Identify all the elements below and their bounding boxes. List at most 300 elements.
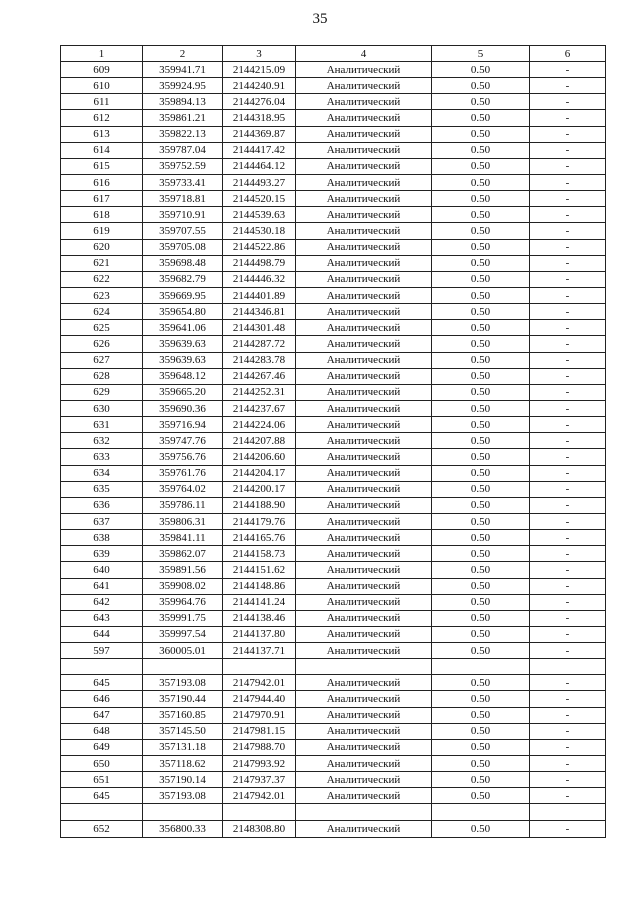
table-cell: 0.50 <box>432 433 530 449</box>
table-cell: 2144520.15 <box>223 191 296 207</box>
table-row <box>61 691 606 707</box>
table-cell: - <box>530 788 606 804</box>
table-cell: Аналитический <box>296 158 432 174</box>
table-cell: Аналитический <box>296 255 432 271</box>
table-cell: 623 <box>61 287 143 303</box>
table-cell: 2144522.86 <box>223 239 296 255</box>
table-cell: - <box>530 223 606 239</box>
table-cell: 2144283.78 <box>223 352 296 368</box>
table-cell: - <box>530 643 606 659</box>
table-cell: - <box>530 626 606 642</box>
table-cell: 359641.06 <box>143 320 223 336</box>
table-cell: 0.50 <box>432 756 530 772</box>
table-cell-empty <box>432 659 530 675</box>
table-cell: Аналитический <box>296 513 432 529</box>
table-cell: Аналитический <box>296 643 432 659</box>
table-cell: 0.50 <box>432 191 530 207</box>
table-cell: Аналитический <box>296 207 432 223</box>
table-cell: 648 <box>61 723 143 739</box>
table-cell: - <box>530 513 606 529</box>
table-cell: - <box>530 610 606 626</box>
table-cell: 0.50 <box>432 287 530 303</box>
table-row <box>61 78 606 94</box>
table-cell: 357118.62 <box>143 756 223 772</box>
table-row <box>61 417 606 433</box>
table-cell: 0.50 <box>432 94 530 110</box>
table-cell: 2144301.48 <box>223 320 296 336</box>
table-cell: 357131.18 <box>143 739 223 755</box>
table-cell: 638 <box>61 530 143 546</box>
table-cell: 0.50 <box>432 594 530 610</box>
table-cell: 2144206.60 <box>223 449 296 465</box>
table-cell: Аналитический <box>296 691 432 707</box>
table-cell: - <box>530 384 606 400</box>
table-cell: 359705.08 <box>143 239 223 255</box>
table-cell: - <box>530 756 606 772</box>
table-cell: 635 <box>61 481 143 497</box>
table-row <box>61 400 606 416</box>
table-cell: 2144498.79 <box>223 255 296 271</box>
table-row <box>61 255 606 271</box>
table-cell: 650 <box>61 756 143 772</box>
table-cell: 2144158.73 <box>223 546 296 562</box>
column-header: 3 <box>223 46 296 62</box>
table-cell: 2148308.80 <box>223 820 296 837</box>
table-cell: 619 <box>61 223 143 239</box>
table-cell: 611 <box>61 94 143 110</box>
table-cell: 651 <box>61 772 143 788</box>
column-header: 5 <box>432 46 530 62</box>
table-row <box>61 62 606 78</box>
table-cell: Аналитический <box>296 465 432 481</box>
table-cell: - <box>530 158 606 174</box>
table-row <box>61 675 606 691</box>
table-cell: 641 <box>61 578 143 594</box>
table-row <box>61 546 606 562</box>
table-cell: 359787.04 <box>143 142 223 158</box>
table-cell: - <box>530 707 606 723</box>
table-cell: - <box>530 352 606 368</box>
table-cell: 2147981.15 <box>223 723 296 739</box>
table-cell: - <box>530 174 606 190</box>
table-cell: 0.50 <box>432 643 530 659</box>
table-cell: - <box>530 546 606 562</box>
table-cell: 621 <box>61 255 143 271</box>
table-cell: 2144530.18 <box>223 223 296 239</box>
table-cell: - <box>530 336 606 352</box>
table-row <box>61 126 606 142</box>
table-cell: 2144464.12 <box>223 158 296 174</box>
table-row <box>61 820 606 837</box>
table-cell: 359991.75 <box>143 610 223 626</box>
table-cell-empty <box>61 804 143 820</box>
table-cell: 2147942.01 <box>223 788 296 804</box>
table-cell: 0.50 <box>432 513 530 529</box>
table-cell: - <box>530 304 606 320</box>
table-cell: - <box>530 675 606 691</box>
table-row <box>61 578 606 594</box>
table-cell: 2147937.37 <box>223 772 296 788</box>
table-cell: 2144148.86 <box>223 578 296 594</box>
table-cell: 0.50 <box>432 255 530 271</box>
table-cell: - <box>530 417 606 433</box>
table-cell-empty <box>143 804 223 820</box>
table-cell: - <box>530 530 606 546</box>
table-cell: 0.50 <box>432 820 530 837</box>
table-cell: 359862.07 <box>143 546 223 562</box>
table-cell: - <box>530 465 606 481</box>
table-cell: 0.50 <box>432 465 530 481</box>
table-cell: - <box>530 481 606 497</box>
table-cell: 2144224.06 <box>223 417 296 433</box>
table-cell: 2144493.27 <box>223 174 296 190</box>
table-cell: 359861.21 <box>143 110 223 126</box>
table-cell: 0.50 <box>432 271 530 287</box>
table-cell: Аналитический <box>296 546 432 562</box>
table-cell: 357160.85 <box>143 707 223 723</box>
table-cell: Аналитический <box>296 788 432 804</box>
table-cell: 359648.12 <box>143 368 223 384</box>
table-row <box>61 287 606 303</box>
table-cell: 624 <box>61 304 143 320</box>
table-cell: 2144446.32 <box>223 271 296 287</box>
table-cell: 2144417.42 <box>223 142 296 158</box>
table-cell: Аналитический <box>296 223 432 239</box>
table-cell: - <box>530 400 606 416</box>
table-cell: 0.50 <box>432 320 530 336</box>
table-row <box>61 739 606 755</box>
table-cell: 631 <box>61 417 143 433</box>
table-cell-empty <box>223 659 296 675</box>
table-cell: 2144137.80 <box>223 626 296 642</box>
table-cell: 359786.11 <box>143 497 223 513</box>
table-row <box>61 191 606 207</box>
table-cell: 359654.80 <box>143 304 223 320</box>
table-cell: 2144137.71 <box>223 643 296 659</box>
table-cell: 359682.79 <box>143 271 223 287</box>
table-cell: 359710.91 <box>143 207 223 223</box>
table-cell: 2144179.76 <box>223 513 296 529</box>
table-cell: - <box>530 320 606 336</box>
table-cell: 0.50 <box>432 530 530 546</box>
table-cell: Аналитический <box>296 417 432 433</box>
table-cell: 652 <box>61 820 143 837</box>
table-cell: 620 <box>61 239 143 255</box>
table-cell: 359733.41 <box>143 174 223 190</box>
table-cell: 0.50 <box>432 158 530 174</box>
table-cell: 359941.71 <box>143 62 223 78</box>
table-cell: 615 <box>61 158 143 174</box>
column-header: 4 <box>296 46 432 62</box>
table-cell: 649 <box>61 739 143 755</box>
table-cell: 2144207.88 <box>223 433 296 449</box>
table-cell: 2147944.40 <box>223 691 296 707</box>
table-row <box>61 271 606 287</box>
table-cell: 2144151.62 <box>223 562 296 578</box>
table-cell: 359806.31 <box>143 513 223 529</box>
table-cell: 643 <box>61 610 143 626</box>
table-row <box>61 594 606 610</box>
table-cell: 359997.54 <box>143 626 223 642</box>
table-cell: Аналитический <box>296 191 432 207</box>
table-cell: 0.50 <box>432 400 530 416</box>
table-cell: 0.50 <box>432 481 530 497</box>
table-row <box>61 465 606 481</box>
table-cell: 0.50 <box>432 610 530 626</box>
table-cell: 359822.13 <box>143 126 223 142</box>
table-cell: Аналитический <box>296 320 432 336</box>
table-cell: 2144401.89 <box>223 287 296 303</box>
table-row <box>61 756 606 772</box>
table-cell: Аналитический <box>296 433 432 449</box>
table-cell: - <box>530 271 606 287</box>
table-cell: 0.50 <box>432 707 530 723</box>
table-cell: 2147993.92 <box>223 756 296 772</box>
table-cell: 2144539.63 <box>223 207 296 223</box>
table-row <box>61 530 606 546</box>
table-cell-empty <box>223 804 296 820</box>
table-cell: 626 <box>61 336 143 352</box>
table-cell: 2147942.01 <box>223 675 296 691</box>
table-cell: - <box>530 691 606 707</box>
table-cell: Аналитический <box>296 594 432 610</box>
table-cell: Аналитический <box>296 497 432 513</box>
table-cell: 622 <box>61 271 143 287</box>
table-cell: 2144267.46 <box>223 368 296 384</box>
table-cell: - <box>530 578 606 594</box>
table-cell: 618 <box>61 207 143 223</box>
table-spacer-row <box>61 659 606 675</box>
table-cell-empty <box>296 659 432 675</box>
table-cell: 609 <box>61 62 143 78</box>
table-cell-empty <box>432 804 530 820</box>
table-row <box>61 772 606 788</box>
table-cell: 359747.76 <box>143 433 223 449</box>
table-cell: Аналитический <box>296 530 432 546</box>
table-row <box>61 207 606 223</box>
table-cell: Аналитический <box>296 78 432 94</box>
table-cell: - <box>530 62 606 78</box>
table-cell: 0.50 <box>432 78 530 94</box>
table-cell: 359669.95 <box>143 287 223 303</box>
table-cell: 2147988.70 <box>223 739 296 755</box>
table-row <box>61 497 606 513</box>
table-cell: Аналитический <box>296 368 432 384</box>
table-cell: 2144215.09 <box>223 62 296 78</box>
table-cell: 644 <box>61 626 143 642</box>
table-row <box>61 788 606 804</box>
table-cell: 0.50 <box>432 223 530 239</box>
table-cell: - <box>530 820 606 837</box>
table-cell: - <box>530 255 606 271</box>
table-cell: 357190.14 <box>143 772 223 788</box>
table-cell: 630 <box>61 400 143 416</box>
table-cell: 637 <box>61 513 143 529</box>
table-row <box>61 562 606 578</box>
table-cell: 359639.63 <box>143 352 223 368</box>
table-cell: 613 <box>61 126 143 142</box>
table-row <box>61 707 606 723</box>
table-cell: - <box>530 433 606 449</box>
table-cell: 359761.76 <box>143 465 223 481</box>
table-cell: 2144318.95 <box>223 110 296 126</box>
table-cell: 2144138.46 <box>223 610 296 626</box>
table-cell: Аналитический <box>296 756 432 772</box>
table-cell: - <box>530 110 606 126</box>
table-cell: Аналитический <box>296 336 432 352</box>
table-cell: 360005.01 <box>143 643 223 659</box>
table-cell: 2144276.04 <box>223 94 296 110</box>
table-cell: 357190.44 <box>143 691 223 707</box>
table-cell: - <box>530 368 606 384</box>
table-header-row <box>61 46 606 62</box>
table-cell: Аналитический <box>296 352 432 368</box>
table-cell: 0.50 <box>432 142 530 158</box>
table-cell: 0.50 <box>432 675 530 691</box>
table-row <box>61 723 606 739</box>
table-cell: 645 <box>61 675 143 691</box>
table-cell: - <box>530 772 606 788</box>
table-cell: 0.50 <box>432 723 530 739</box>
table-cell: 357145.50 <box>143 723 223 739</box>
table-cell: Аналитический <box>296 271 432 287</box>
table-cell: 2144237.67 <box>223 400 296 416</box>
table-cell: - <box>530 287 606 303</box>
table-cell: Аналитический <box>296 239 432 255</box>
table-cell: 0.50 <box>432 772 530 788</box>
table-row <box>61 481 606 497</box>
table-row <box>61 433 606 449</box>
table-cell: 359964.76 <box>143 594 223 610</box>
table-row <box>61 223 606 239</box>
table-cell: 642 <box>61 594 143 610</box>
column-header: 1 <box>61 46 143 62</box>
table-cell: 2144240.91 <box>223 78 296 94</box>
table-cell: 2144252.31 <box>223 384 296 400</box>
table-cell: - <box>530 594 606 610</box>
table-cell: 356800.33 <box>143 820 223 837</box>
table-cell: 359665.20 <box>143 384 223 400</box>
column-header: 6 <box>530 46 606 62</box>
table-cell: 0.50 <box>432 368 530 384</box>
table-cell: 640 <box>61 562 143 578</box>
table-cell: 359707.55 <box>143 223 223 239</box>
table-cell: 645 <box>61 788 143 804</box>
table-cell: 597 <box>61 643 143 659</box>
table-cell: 610 <box>61 78 143 94</box>
table-cell: 0.50 <box>432 417 530 433</box>
table-row <box>61 320 606 336</box>
table-row <box>61 239 606 255</box>
table-cell: 0.50 <box>432 174 530 190</box>
table-cell: 359756.76 <box>143 449 223 465</box>
table-cell: Аналитический <box>296 772 432 788</box>
page-number: 35 <box>312 11 328 27</box>
table-row <box>61 384 606 400</box>
table-cell: - <box>530 126 606 142</box>
table-cell-empty <box>296 804 432 820</box>
table-cell: 0.50 <box>432 562 530 578</box>
table-row <box>61 110 606 126</box>
table-cell: Аналитический <box>296 384 432 400</box>
table-cell: Аналитический <box>296 449 432 465</box>
table-cell: 634 <box>61 465 143 481</box>
table-cell: 616 <box>61 174 143 190</box>
table-cell: 359891.56 <box>143 562 223 578</box>
table-cell: Аналитический <box>296 304 432 320</box>
table-cell: 625 <box>61 320 143 336</box>
table-row <box>61 626 606 642</box>
table-cell: 647 <box>61 707 143 723</box>
table-cell: 0.50 <box>432 110 530 126</box>
table-cell: 2144200.17 <box>223 481 296 497</box>
table-cell: 0.50 <box>432 126 530 142</box>
table-cell: 617 <box>61 191 143 207</box>
table-cell: 2144165.76 <box>223 530 296 546</box>
table-cell: Аналитический <box>296 707 432 723</box>
table-cell: 359698.48 <box>143 255 223 271</box>
table-cell: 639 <box>61 546 143 562</box>
table-cell: 0.50 <box>432 207 530 223</box>
table-cell: 0.50 <box>432 691 530 707</box>
table-cell: 633 <box>61 449 143 465</box>
table-cell: Аналитический <box>296 62 432 78</box>
table-cell: 357193.08 <box>143 788 223 804</box>
table-cell: Аналитический <box>296 287 432 303</box>
table-cell: Аналитический <box>296 481 432 497</box>
table-cell: 0.50 <box>432 497 530 513</box>
table-cell: Аналитический <box>296 174 432 190</box>
table-cell: 357193.08 <box>143 675 223 691</box>
table-cell: 0.50 <box>432 62 530 78</box>
table-cell: 2144369.87 <box>223 126 296 142</box>
table-cell: 359764.02 <box>143 481 223 497</box>
table-cell: Аналитический <box>296 578 432 594</box>
table-row <box>61 142 606 158</box>
table-cell: - <box>530 449 606 465</box>
table-cell: Аналитический <box>296 126 432 142</box>
table-cell: 0.50 <box>432 578 530 594</box>
table-cell: 359752.59 <box>143 158 223 174</box>
table-row <box>61 368 606 384</box>
table-cell: 0.50 <box>432 239 530 255</box>
table-cell: 646 <box>61 691 143 707</box>
table-row <box>61 352 606 368</box>
table-cell: Аналитический <box>296 562 432 578</box>
column-header: 2 <box>143 46 223 62</box>
table-body <box>61 62 606 838</box>
table-spacer-row <box>61 804 606 820</box>
table-cell: - <box>530 94 606 110</box>
table-cell-empty <box>530 804 606 820</box>
table-row <box>61 336 606 352</box>
table-cell: 359908.02 <box>143 578 223 594</box>
table-cell: 0.50 <box>432 788 530 804</box>
table-cell-empty <box>143 659 223 675</box>
table-row <box>61 610 606 626</box>
table-cell: - <box>530 78 606 94</box>
table-cell: Аналитический <box>296 675 432 691</box>
table-cell: Аналитический <box>296 739 432 755</box>
table-cell: 0.50 <box>432 352 530 368</box>
table-cell: Аналитический <box>296 820 432 837</box>
table-cell: - <box>530 562 606 578</box>
table-cell: 359639.63 <box>143 336 223 352</box>
table-cell: 614 <box>61 142 143 158</box>
table-cell: 0.50 <box>432 546 530 562</box>
table-cell: Аналитический <box>296 626 432 642</box>
table-cell: 0.50 <box>432 739 530 755</box>
